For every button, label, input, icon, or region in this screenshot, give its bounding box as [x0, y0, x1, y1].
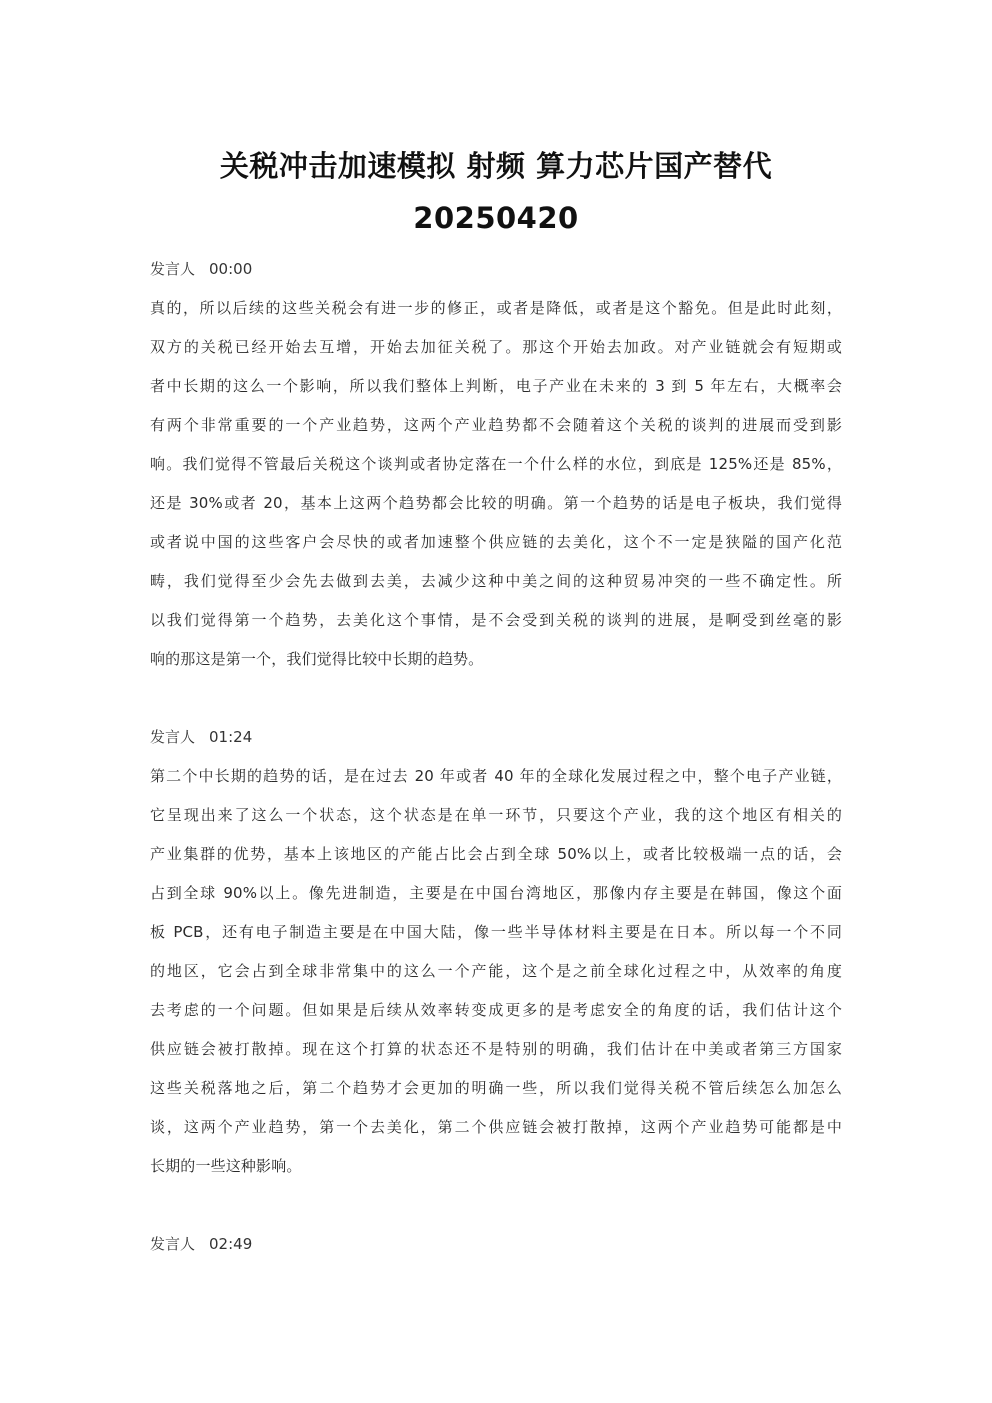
paragraph-line: 还是 30%或者 20，基本上这两个趋势都会比较的明确。第一个趋势的话是电子板块，我们觉得	[150, 494, 842, 512]
paragraph-line: 响的那这是第一个，我们觉得比较中长期的趋势。	[150, 650, 484, 668]
paragraph-line: 谈，这两个产业趋势，第一个去美化，第二个供应链会被打散掉，这两个产业趋势可能都是中	[150, 1118, 842, 1136]
paragraph-line: 的地区，它会占到全球非常集中的这么一个产能，这个是之前全球化过程之中，从效率的角度	[150, 962, 842, 980]
paragraph-line: 占到全球 90%以上。像先进制造，主要是在中国台湾地区，那像内存主要是在韩国，像这个面	[150, 884, 842, 902]
paragraph-line: 或者说中国的这些客户会尽快的或者加速整个供应链的去美化，这个不一定是狭隘的国产化范	[150, 533, 842, 551]
paragraph-line: 有两个非常重要的一个产业趋势，这两个产业趋势都不会随着这个关税的谈判的进展而受到影	[150, 416, 842, 434]
speaker-timestamp: 01:24	[209, 728, 253, 746]
paragraph-line: 供应链会被打散掉。现在这个打算的状态还不是特别的明确，我们估计在中美或者第三方国家	[150, 1040, 842, 1058]
transcript-paragraph	[150, 765, 842, 1194]
speaker-header	[150, 258, 252, 280]
speaker-timestamp: 00:00	[209, 260, 253, 278]
speaker-header	[150, 726, 252, 748]
transcript-paragraph	[150, 297, 842, 687]
paragraph-line: 双方的关税已经开始去互增，开始去加征关税了。那这个开始去加政。对产业链就会有短期或	[150, 338, 842, 356]
paragraph-line: 真的，所以后续的这些关税会有进一步的修正，或者是降低，或者是这个豁免。但是此时此刻，	[150, 299, 842, 317]
paragraph-line: 产业集群的优势，基本上该地区的产能占比会占到全球 50%以上，或者比较极端一点的话，会	[150, 845, 842, 863]
speaker-name: 发言人	[150, 260, 196, 278]
paragraph-line: 响。我们觉得不管最后关税这个谈判或者协定落在一个什么样的水位，到底是 125%还是 85%，	[150, 455, 842, 473]
paragraph-line: 者中长期的这么一个影响，所以我们整体上判断，电子产业在未来的 3 到 5 年左右，大概率会	[150, 377, 842, 395]
paragraph-line: 第二个中长期的趋势的话，是在过去 20 年或者 40 年的全球化发展过程之中，整个电子产业链，	[150, 767, 842, 785]
document-date: 20250420	[413, 201, 579, 235]
paragraph-line: 这些关税落地之后，第二个趋势才会更加的明确一些，所以我们觉得关税不管后续怎么加怎么	[150, 1079, 842, 1097]
speaker-timestamp: 02:49	[209, 1235, 253, 1253]
document-title: 关税冲击加速模拟 射频 算力芯片国产替代	[219, 149, 773, 183]
paragraph-line: 去考虑的一个问题。但如果是后续从效率转变成更多的是考虑安全的角度的话，我们估计这个	[150, 1001, 842, 1019]
speaker-name: 发言人	[150, 728, 196, 746]
paragraph-line: 长期的一些这种影响。	[150, 1157, 302, 1175]
speaker-header	[150, 1233, 252, 1255]
paragraph-line: 以我们觉得第一个趋势，去美化这个事情，是不会受到关税的谈判的进展，是啊受到丝毫的影	[150, 611, 842, 629]
paragraph-line: 它呈现出来了这么一个状态，这个状态是在单一环节，只要这个产业，我的这个地区有相关的	[150, 806, 842, 824]
speaker-name: 发言人	[150, 1235, 196, 1253]
paragraph-line: 畴，我们觉得至少会先去做到去美，去减少这种中美之间的这种贸易冲突的一些不确定性。所	[150, 572, 842, 590]
paragraph-line: 板 PCB，还有电子制造主要是在中国大陆，像一些半导体材料主要是在日本。所以每一个不同	[150, 923, 842, 941]
